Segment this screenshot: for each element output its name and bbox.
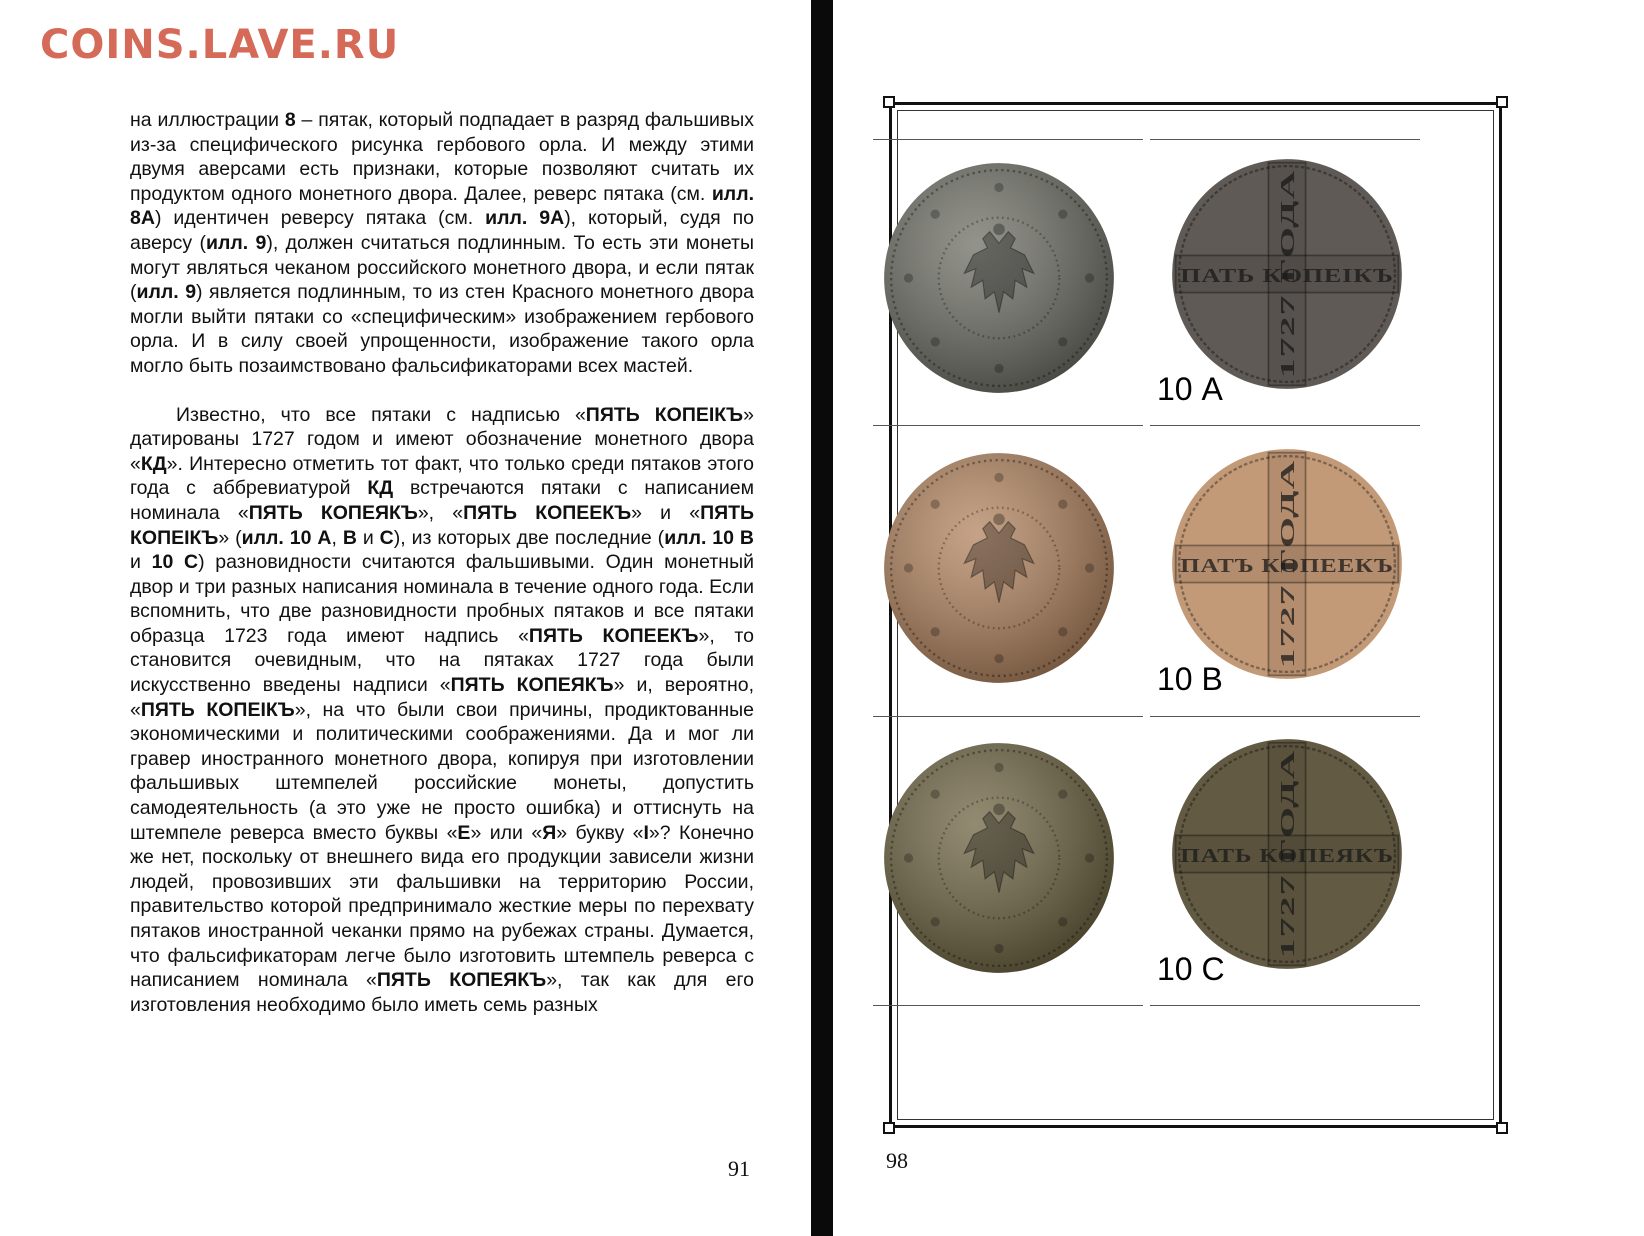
left-page	[0, 0, 811, 1236]
bold-text-run: Я	[542, 821, 557, 844]
bold-text-run: ПЯТЬ КОПЕІКЪ	[140, 698, 295, 721]
frame-corner-ornament	[1496, 96, 1508, 108]
coin-reverse-image	[1171, 738, 1403, 970]
text-run: », на что были свои причины, продиктованные экономическими и политическими соображениями. Да и мог ли гравер иностранного монетного двора, копируя при изготовлении фальшивых штемпелей российские монеты, допустить самодеятельность (а это уже не просто ошибка) и оттиснуть на штемпеле реверса вместо буквы «	[130, 698, 754, 844]
watermark: COINS.LAVE.RU	[40, 22, 400, 68]
bold-text-run: Е	[457, 821, 471, 844]
bold-text-run: ПЯТЬ КОПЕЕКЪ	[463, 501, 632, 524]
coin-obverse-image	[883, 742, 1115, 974]
bold-text-run: КД	[367, 477, 394, 500]
coin-reverse-image	[1171, 448, 1403, 680]
frame-corner-ornament	[883, 1122, 895, 1134]
bold-text-run: І	[643, 821, 649, 844]
coin-obverse-image	[883, 452, 1115, 684]
bold-text-run: ПЯТЬ КОПЕІКЪ	[585, 403, 744, 426]
right-page-number: 98	[886, 1148, 908, 1173]
text-run: » и «	[631, 501, 701, 524]
figure-label: 10 В	[1157, 661, 1223, 697]
right-page	[833, 0, 1644, 1236]
text-run: ) разновидности считаются фальшивыми. Один монетный двор и три разных написания номинала в течение одного года. Если вспомнить, что две разновидности пробных пятаков и все пятаки образца 1723 года имеют надпись «	[130, 551, 754, 647]
bold-text-run: ПЯТЬ КОПЕІКЪ	[130, 501, 755, 549]
frame-corner-ornament	[1496, 1122, 1508, 1134]
bold-text-run: илл. 8А	[130, 182, 754, 230]
text-run: ), должен считаться подлинным. То есть эти монеты могут являться чеканом российского монетного двора, и если пятак (	[130, 231, 754, 304]
bold-text-run: ПЯТЬ КОПЕЯКЪ	[450, 674, 614, 697]
bold-text-run: ПЯТЬ КОПЕЕКЪ	[528, 624, 699, 647]
text-run: »? Конечно же нет, поскольку от внешнего вида его продукции зависели жизни людей, провозивших эти фальшивки на территорию России, правительство которой предпринимало жесткие меры по перехвату пятаков иностранной чеканки прямо на рубежах страны. Думается, что фальсификаторам легче было изготовить штемпель реверса с написанием номинала «	[130, 821, 754, 992]
coin-reverse-legend: ПАТЬ КОПЕЯКЪ	[1180, 845, 1394, 868]
text-run: » (	[218, 526, 242, 549]
text-run: » букву «	[556, 821, 644, 844]
text-run: » или «	[470, 821, 543, 844]
bold-text-run: С	[379, 526, 394, 549]
text-run: » датированы 1727 годом и имеют обозначение монетного двора «	[130, 403, 754, 475]
left-page-number: 91	[728, 1156, 750, 1181]
bold-text-run: илл. 10 В	[664, 526, 754, 549]
figure-divider-line	[1150, 1005, 1420, 1006]
bold-text-run: 10 С	[151, 551, 199, 574]
bold-text-run: 8	[284, 109, 296, 131]
text-run: ), из которых две последние (	[393, 526, 665, 549]
coin-reverse-date: 1727 ГОДА	[1276, 854, 1299, 959]
body-text	[130, 108, 754, 1017]
text-run: Известно, что все пятаки с надписью «	[176, 403, 586, 426]
text-run: ,	[331, 526, 343, 549]
figure-divider-line	[873, 1005, 1143, 1006]
bold-text-run: ПЯТЬ КОПЕЯКЪ	[248, 501, 418, 524]
text-run: ), который, судя по аверсу (	[130, 207, 754, 254]
text-run: встречаются пятаки с написанием номинала «	[130, 477, 754, 524]
paragraph-1	[130, 108, 754, 379]
text-run: », «	[417, 501, 464, 524]
coin-reverse-legend: ПАТЬ КОПЕІКЪ	[1180, 265, 1394, 288]
text-run: » и, вероятно, «	[130, 674, 754, 721]
book-gutter	[811, 0, 833, 1236]
figure-divider-line	[873, 716, 1143, 717]
text-run: », так как для его изготовления необходимо было иметь семь разных	[130, 969, 754, 1016]
text-run: ) идентичен реверсу пятака (см.	[154, 207, 486, 230]
bold-text-run: В	[342, 526, 357, 549]
coin-reverse-date: 1727 ГОДА	[1276, 274, 1299, 379]
text-run: на иллюстрации	[130, 109, 285, 131]
bold-text-run: илл. 9	[136, 281, 197, 304]
bold-text-run: илл. 10 А	[241, 526, 332, 549]
figure-divider-line	[1150, 139, 1420, 140]
figure-divider-line	[873, 425, 1143, 426]
coin-reverse-image	[1171, 158, 1403, 390]
figure-label: 10 А	[1157, 371, 1223, 407]
bold-text-run: илл. 9А	[485, 207, 565, 230]
figure-divider-line	[873, 139, 1143, 140]
coin-reverse-date: 1727 ГОДА	[1276, 564, 1299, 669]
figure-divider-line	[1150, 425, 1420, 426]
text-run: и	[356, 526, 380, 549]
paragraph-2	[130, 403, 754, 1018]
frame-corner-ornament	[883, 96, 895, 108]
bold-text-run: илл. 9	[206, 231, 267, 254]
text-run: ». Интересно отметить тот факт, что только среди пятаков этого года с аббревиатурой	[130, 452, 754, 500]
text-run: », то становится очевидным, что на пятаках 1727 года были искусственно введены надписи «	[130, 624, 754, 697]
text-run: – пятак, который подпадает в разряд фальшивых из-за специфического рисунка гербового орла. И между этими двумя аверсами есть признаки, которые позволяют считать их продуктом одного монетного двора. Далее, реверс пятака (см.	[130, 109, 754, 205]
coin-obverse-image	[883, 162, 1115, 394]
coin-reverse-legend: ПАТЪ КОПЕЕКЪ	[1180, 555, 1394, 578]
text-run: и	[130, 551, 152, 574]
figure-divider-line	[1150, 716, 1420, 717]
text-run: ) является подлинным, то из стен Красного монетного двора могли выйти пятаки со «специфическим» изображением гербового орла. И в силу своей упрощенности, изображение такого орла могло быть позаимствовано фальсификаторами всех мастей.	[130, 281, 755, 377]
figure-label: 10 С	[1157, 951, 1225, 987]
bold-text-run: ПЯТЬ КОПЕЯКЪ	[376, 969, 547, 992]
bold-text-run: КД	[140, 452, 167, 475]
